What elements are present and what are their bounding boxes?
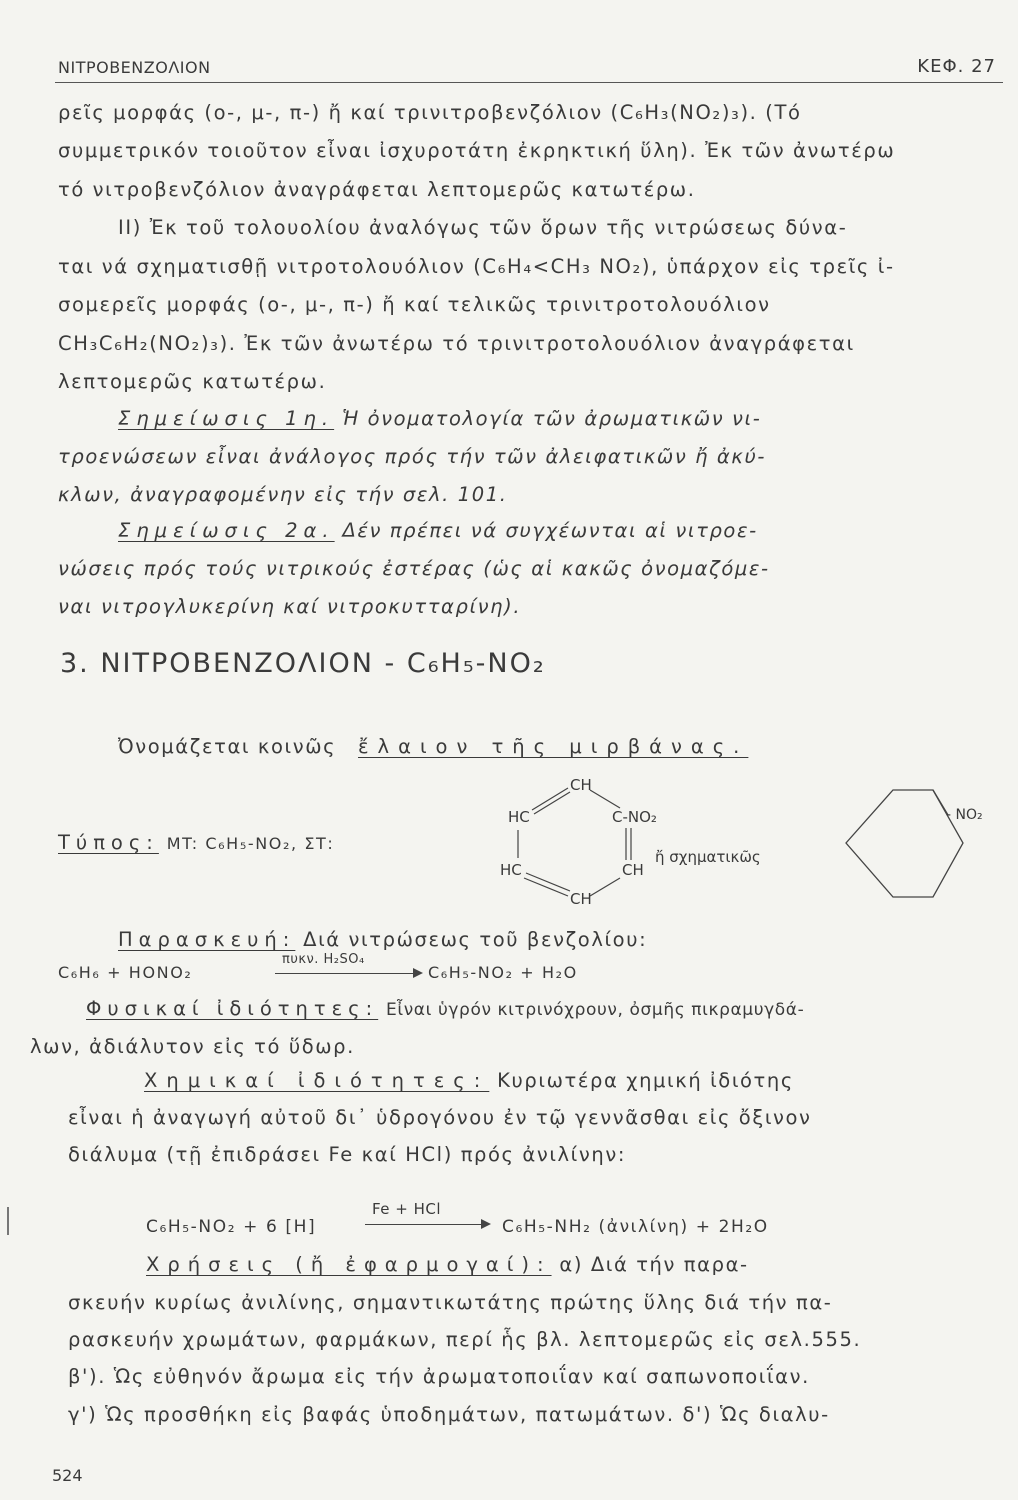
section-title: 3. NITPOBENZOΛΙΟΝ - C₆H₅-NO₂ — [60, 648, 546, 679]
benzene-ring-schematic — [838, 785, 1018, 910]
text-line: CH₃C₆H₂(NO₂)₃). Ἐκ τῶν ἀνωτέρω τό τρινιτροτολουόλιον ἀναγράφεται — [58, 332, 855, 355]
note-2-line: ναι νιτρογλυκερίνη καί νιτροκυτταρίνη). — [58, 595, 522, 618]
common-name-line: Ὀνομάζεται κοινῶς ἔλαιον τῆς μιρβάνας. — [118, 735, 749, 758]
common-name: ἔλαιον τῆς μιρβάνας. — [358, 735, 749, 758]
text-line: σομερεῖς μορφάς (ο-, μ-, π-) ἤ καί τελικῶς τρινιτροτολουόλιον — [58, 293, 771, 316]
reaction-condition: Fe + HCl — [372, 1200, 442, 1218]
preparation-line: Παρασκευή: Διά νιτρώσεως τοῦ βενζολίου: — [118, 928, 648, 951]
chapter-label: ΚΕΦ. 27 — [917, 56, 996, 77]
note-1-label: Σημείωσις 1η. — [118, 407, 335, 430]
note-2-line: Σημείωσις 2α. Δέν πρέπει νά συγχέωνται αἱ νιτροε- — [118, 519, 758, 542]
reaction-arrow — [365, 1224, 483, 1225]
text-line: ται νά σχηματισθῇ νιτροτολουόλιον (C₆H₄<CH₃ NO₂), ὑπάρχον εἰς τρεῖς ἰ- — [58, 255, 895, 278]
text-line: διάλυμα (τῇ ἐπιδράσει Fe καί HCl) πρός ἀνιλίνην: — [68, 1143, 626, 1166]
text-line: συμμετρικόν τοιοῦτον εἶναι ἰσχυροτάτη ἐκρηκτική ὕλη). Ἐκ τῶν ἀνωτέρω — [58, 139, 896, 162]
atom-label: HC — [508, 808, 530, 826]
atom-label: CH — [622, 861, 644, 879]
text-line: γ') Ὡς προσθήκη εἰς βαφάς ὑποδημάτων, πατωμάτων. δ') Ὡς διαλυ- — [68, 1403, 830, 1426]
running-header-title: NITPOBENZOΛΙΟΝ — [58, 58, 211, 77]
text-line: II) Ἐκ τοῦ τολουολίου ἀναλόγως τῶν ὅρων τῆς νιτρώσεως δύνα- — [118, 216, 848, 239]
preparation-label: Παρασκευή: — [118, 928, 296, 951]
text-line: λων, ἀδιάλυτον εἰς τό ὕδωρ. — [30, 1035, 355, 1058]
reduction-rhs: C₆H₅-NH₂ (ἀνιλίνη) + 2H₂O — [502, 1217, 769, 1237]
formula-label: Τύπος: — [58, 831, 159, 854]
header-rule — [55, 82, 1003, 83]
schematic-label: ἤ σχηματικῶς — [655, 848, 761, 866]
benzene-structural-formula — [490, 770, 761, 915]
preparation-rhs: C₆H₅-NO₂ + H₂O — [428, 963, 578, 982]
note-2-line: νώσεις πρός τούς νιτρικούς ἐστέρας (ὡς αἱ κακῶς ὀνομαζόμε- — [58, 557, 770, 580]
atom-label: CH — [570, 890, 592, 908]
reduction-lhs: C₆H₅-NO₂ + 6 [H] — [146, 1217, 317, 1237]
text-line: β'). Ὡς εὐθηνόν ἄρωμα εἰς τήν ἀρωματοποιΐαν καί σαπωνοποιΐαν. — [68, 1365, 810, 1388]
reaction-arrowhead — [481, 1219, 491, 1229]
reaction-arrow — [275, 973, 415, 974]
note-1-line: κλων, ἀναγραφομένην εἰς τήν σελ. 101. — [58, 483, 508, 506]
reaction-arrowhead — [413, 968, 423, 978]
text-line: τό νιτροβενζόλιον ἀναγράφεται λεπτομερῶς κατωτέρω. — [58, 178, 696, 201]
chemical-properties-line: Χημικαί ἰδιότητες: Κυριωτέρα χημική ἰδιότης — [144, 1069, 794, 1092]
preparation-lhs: C₆H₆ + HONO₂ — [58, 963, 193, 982]
note-2-label: Σημείωσις 2α. — [118, 519, 335, 542]
atom-label: HC — [500, 861, 522, 879]
note-1-line: τροενώσεων εἶναι ἀνάλογος πρός τήν τῶν ἀλειφατικῶν ἤ ἀκύ- — [58, 445, 766, 468]
page-number: 524 — [52, 1466, 83, 1485]
text-line: λεπτομερῶς κατωτέρω. — [58, 370, 327, 393]
note-1-line: Σημείωσις 1η. Ἡ ὀνοματολογία τῶν ἀρωματικῶν νι- — [118, 407, 762, 430]
physical-properties-line: Φυσικαί ἰδιότητες: Εἶναι ὑγρόν κιτρινόχρουν, ὀσμῆς πικραμυγδά- — [86, 997, 805, 1020]
physical-properties-label: Φυσικαί ἰδιότητες: — [86, 997, 379, 1020]
atom-label: C-NO₂ — [612, 808, 657, 826]
nitro-group-label: - NO₂ — [946, 807, 983, 823]
margin-mark — [7, 1207, 9, 1235]
text-line: ρασκευήν χρωμάτων, φαρμάκων, περί ἧς βλ. λεπτομερῶς εἰς σελ.555. — [68, 1328, 862, 1351]
text-line: ρεῖς μορφάς (ο-, μ-, π-) ἤ καί τρινιτροβενζόλιον (C₆H₃(NO₂)₃). (Τό — [58, 101, 802, 124]
reaction-condition: πυκν. H₂SO₄ — [282, 952, 365, 967]
text-line: σκευήν κυρίως ἀνιλίνης, σημαντικωτάτης πρώτης ὕλης διά τήν πα- — [68, 1291, 833, 1314]
uses-line: Χρήσεις (ἤ ἐφαρμογαί): α) Διά τήν παρα- — [146, 1253, 749, 1276]
formula-line: Τύπος: MT: C₆H₅-NO₂, ΣΤ: — [58, 831, 335, 854]
atom-label: CH — [570, 776, 592, 794]
uses-label: Χρήσεις (ἤ ἐφαρμογαί): — [146, 1253, 552, 1276]
text-line: εἶναι ἡ ἀναγωγή αὐτοῦ δι᾿ ὑδρογόνου ἐν τῷ γεννᾶσθαι εἰς ὄξινον — [68, 1106, 812, 1129]
chemical-properties-label: Χημικαί ἰδιότητες: — [144, 1069, 490, 1092]
